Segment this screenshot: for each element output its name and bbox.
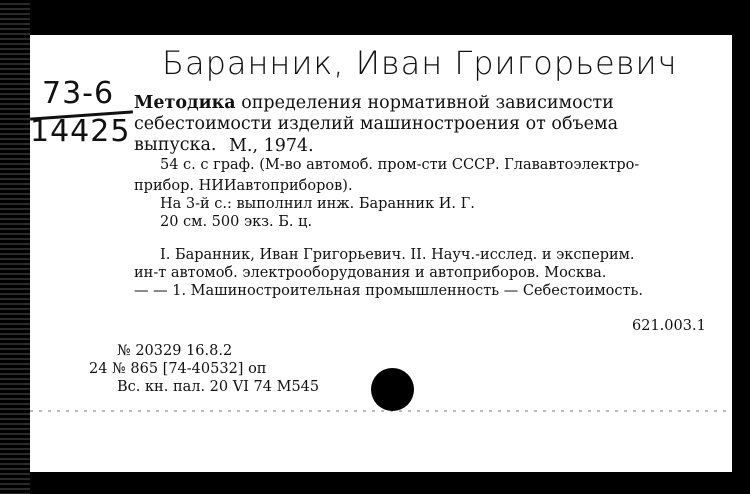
size-line: 20 см. 500 экз. Б. ц.: [160, 214, 313, 230]
record-line-3: Вс. кн. пал. 20 VI 74 М545: [117, 379, 320, 395]
record-line-1: № 20329 16.8.2: [117, 343, 233, 359]
title: [134, 93, 694, 156]
author-handwritten: Баранник, Иван Григорьевич: [162, 44, 678, 82]
collation-line-2: прибор. НИИавтоприборов).: [134, 178, 353, 194]
tracing-line-3: — — 1. Машиностроительная промышленность — Себестоимость.: [134, 283, 644, 299]
note-line: На 3-й с.: выполнил инж. Баранник И. Г.: [160, 196, 475, 212]
udc-number: 621.003.1: [632, 318, 706, 334]
punch-hole: [371, 368, 414, 411]
record-line-2: 24 № 865 [74-40532] оп: [89, 361, 267, 377]
tracing-line-2: ин-т автомоб. электрооборудования и автоприборов. Москва.: [134, 265, 607, 281]
shelf-mark-bottom: 14425: [30, 114, 131, 149]
title-rest: определения нормативной зависимости себестоимости изделий машиностроения от объема выпуска.: [134, 93, 619, 155]
collation-line-1: 54 с. с граф. (М-во автомоб. пром-сти СССР. Глававтоэлектро-: [160, 157, 640, 173]
imprint: М., 1974.: [229, 136, 314, 156]
shelf-mark-top: 73-6: [42, 76, 115, 111]
scan-edge: [0, 0, 30, 494]
tracing-line-1: I. Баранник, Иван Григорьевич. II. Науч.-исслед. и эксперим.: [160, 247, 635, 263]
scan-noise: [30, 410, 732, 412]
title-bold: Методика: [134, 93, 236, 113]
